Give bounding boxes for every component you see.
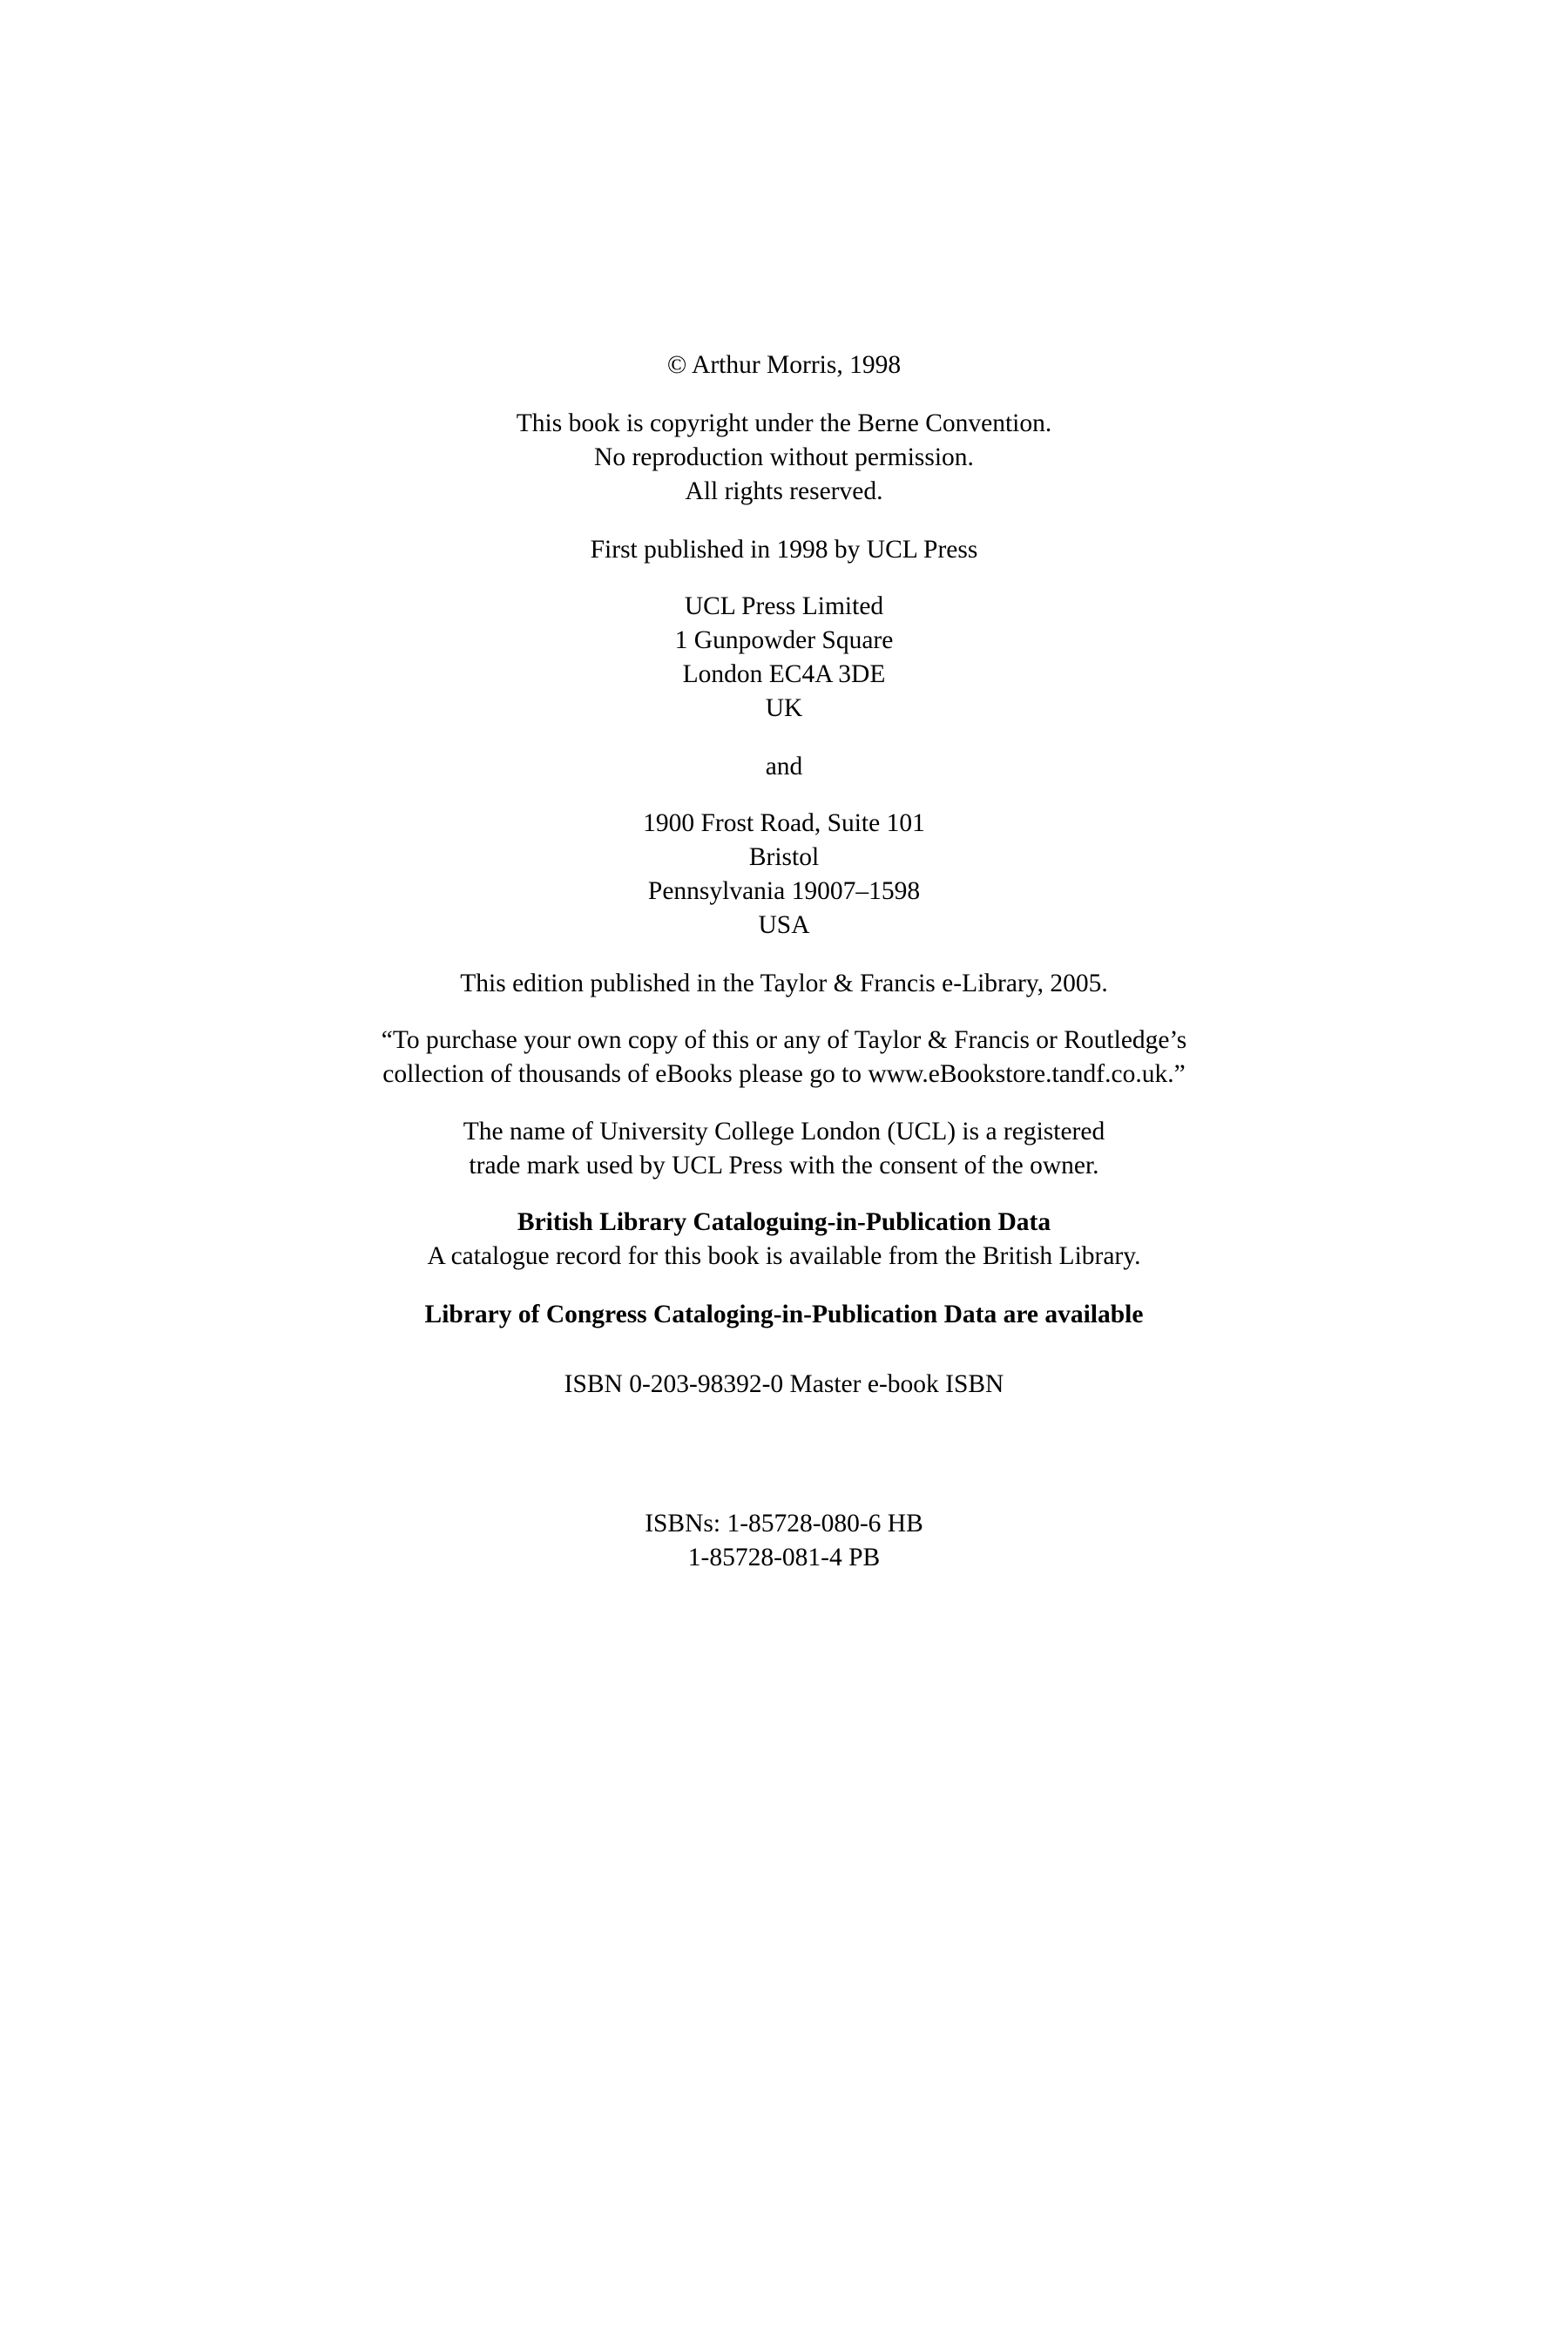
british-library-heading: British Library Cataloguing-in-Publication Data — [517, 1208, 1051, 1236]
trademark-note-line-1: The name of University College London (UCL) is a registered — [463, 1118, 1105, 1146]
trademark-note — [0, 1115, 1568, 1183]
address-uk-line-1: UCL Press Limited — [684, 592, 884, 620]
address-us-line-4: USA — [758, 911, 810, 939]
copyright-notice — [0, 348, 1568, 382]
isbn-master-line: ISBN 0-203-98392-0 Master e-book ISBN — [564, 1370, 1004, 1398]
first-published — [0, 533, 1568, 567]
purchase-note — [0, 1024, 1568, 1092]
british-library-cip — [0, 1206, 1568, 1274]
library-of-congress-cip — [0, 1298, 1568, 1332]
isbn-hb-line: ISBNs: 1-85728-080-6 HB — [645, 1510, 923, 1538]
purchase-note-line-1: “To purchase your own copy of this or any of Taylor & Francis or Routledge’s — [381, 1026, 1187, 1054]
publisher-address-uk — [0, 590, 1568, 726]
copyright-line: © Arthur Morris, 1998 — [666, 351, 902, 379]
rights-line-2: No reproduction without permission. — [594, 443, 974, 471]
rights-line-1: This book is copyright under the Berne Convention. — [516, 409, 1052, 437]
purchase-note-line-2: collection of thousands of eBooks please go to www.eBookstore.tandf.co.uk.” — [382, 1060, 1186, 1088]
isbn-pb-line: 1-85728-081-4 PB — [687, 1544, 881, 1571]
edition-note-line: This edition published in the Taylor & Francis e-Library, 2005. — [460, 970, 1108, 997]
library-of-congress-line: Library of Congress Cataloging-in-Publication Data are available — [424, 1301, 1144, 1328]
address-us-line-1: 1900 Frost Road, Suite 101 — [643, 809, 925, 837]
address-uk-line-4: UK — [765, 694, 803, 722]
rights-statement — [0, 407, 1568, 509]
and-separator — [0, 750, 1568, 784]
address-uk-line-2: 1 Gunpowder Square — [674, 626, 894, 654]
isbn-list — [0, 1507, 1568, 1575]
address-us-line-3: Pennsylvania 19007–1598 — [647, 877, 921, 905]
address-us-line-2: Bristol — [748, 843, 820, 871]
isbn-master — [0, 1368, 1568, 1402]
and-line: and — [765, 753, 803, 781]
publisher-address-us — [0, 807, 1568, 943]
first-published-line: First published in 1998 by UCL Press — [590, 536, 978, 564]
trademark-note-line-2: trade mark used by UCL Press with the consent of the owner. — [469, 1152, 1099, 1179]
address-uk-line-3: London EC4A 3DE — [682, 660, 886, 688]
british-library-text: A catalogue record for this book is available from the British Library. — [427, 1242, 1141, 1270]
edition-note — [0, 967, 1568, 1001]
rights-line-3: All rights reserved. — [685, 477, 883, 505]
